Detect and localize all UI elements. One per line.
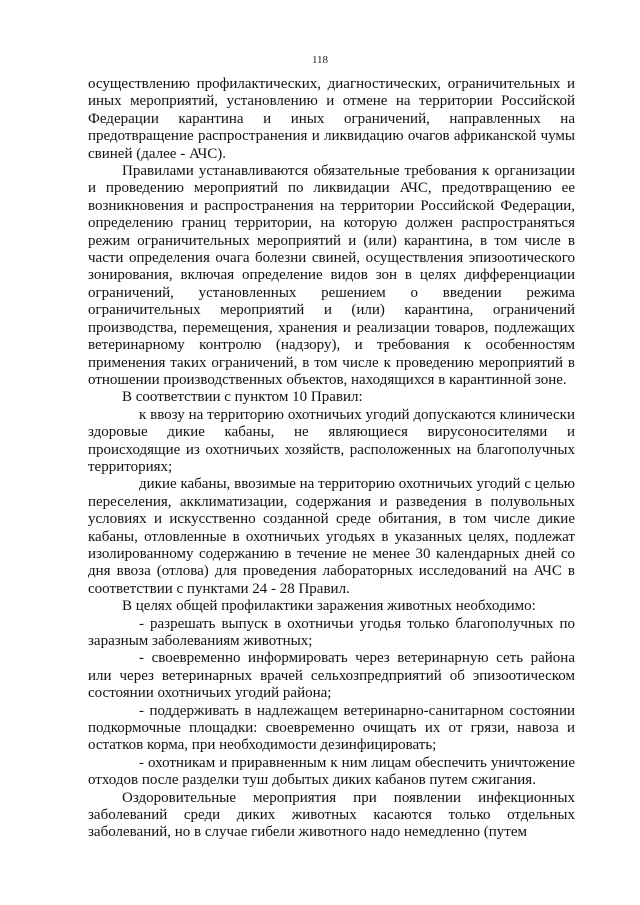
list-item-release-healthy: - разрешать выпуск в охотничьи угодья только благополучных по заразным заболеваниям животных; (88, 615, 575, 649)
paragraph-isolation-requirement: дикие кабаны, ввозимые на территорию охотничьих угодий с целью переселения, акклиматизации, содержания и разведения в полувольных условиях и искусственно созданной среде обитания, в том числе дикие кабаны, отловленные в охотничьих угодьях в указанных целях, подлежат изолированному содержанию в течение не менее 30 календарных дней со дня ввоза (отлова) для проведения лабораторных исследований на АЧС в соответствии с пунктами 24 - 28 Правил. (88, 476, 575, 597)
page-number: 118 (311, 54, 329, 66)
document-body (88, 76, 575, 842)
paragraph-rules-requirements: Правилами устанавливаются обязательные требования к организации и проведению мероприятий по ликвидации АЧС, предотвращению ее возникновения и распространения на территории Российской Федерации, определению границ территории, на которую должен распространяться режим ограничительных мероприятий и (или) карантина, в том числе в части определения очага болезни свиней, осуществления эпизоотического зонирования, включая определение видов зон в целях дифференциации ограничений, установленных решением о введении режима ограничительных мероприятий и (или) карантина, ограничений производства, перемещения, хранения и реализации товаров, подлежащих ветеринарному контролю (надзору), и требования к особенностям применения таких ограничений, в том числе к проведению мероприятий в отношении производственных объектов, находящихся в карантинной зоне. (88, 163, 575, 388)
list-item-feeding-sites: - поддерживать в надлежащем ветеринарно-санитарном состоянии подкормочные площадки: своевременно очищать их от грязи, навоза и остатков корма, при необходимости дезинфицировать; (88, 702, 575, 754)
list-item-waste-disposal: - охотникам и приравненным к ним лицам обеспечить уничтожение отходов после разделки туш добытых диких кабанов путем сжигания. (88, 754, 575, 789)
paragraph-rule-10-intro: В соответствии с пунктом 10 Правил: (122, 389, 363, 406)
paragraph-health-measures: Оздоровительные мероприятия при появлении инфекционных заболеваний среди диких животных касаются только отдельных заболеваний, но в случае гибели животного надо немедленно (путем (88, 789, 575, 841)
paragraph-import-healthy-boars: к ввозу на территорию охотничьих угодий допускаются клинически здоровые дикие кабаны, не являющиеся вирусоносителями и происходящие из охотничьих хозяйств, расположенных на благополучных территориях; (88, 406, 575, 475)
paragraph-prevention-intro: В целях общей профилактики заражения животных необходимо: (122, 598, 536, 615)
paragraph-continuation: осуществлению профилактических, диагностических, ограничительных и иных мероприятий, установлению и отмене на территории Российской Федерации карантина и иных ограничений, направленных на предотвращение распространения и ликвидацию очагов африканской чумы свиней (далее - АЧС). (88, 76, 575, 162)
list-item-inform-status: - своевременно информировать через ветеринарную сеть района или через ветеринарных врачей сельхозпредприятий об эпизоотическом состоянии охотничьих угодий района; (88, 650, 575, 702)
